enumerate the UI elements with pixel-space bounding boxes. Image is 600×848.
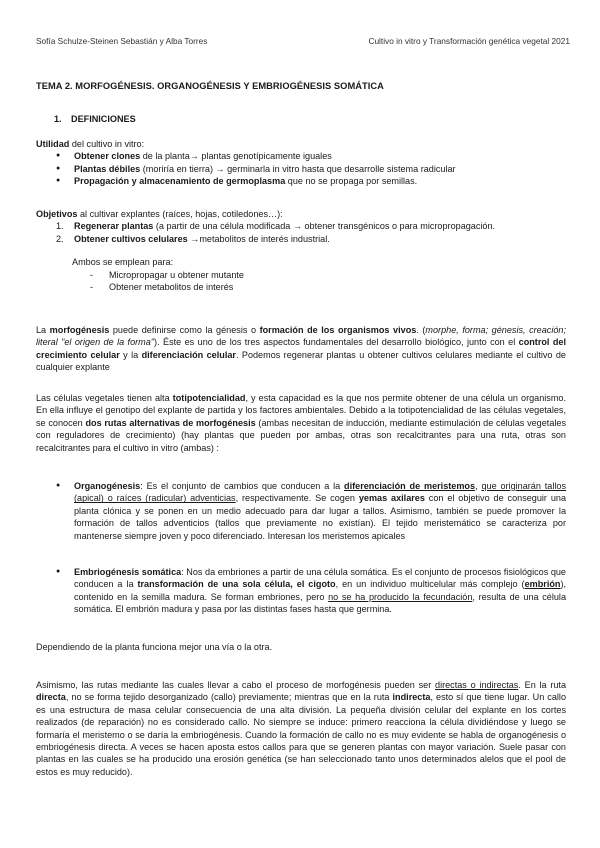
text: . Podemos regenerar plantas u obtener cultivos celulares mediante el cultivo de cualquier explante [36, 349, 566, 373]
list-item [36, 175, 566, 187]
text: puede definirse como la génesis o [109, 325, 260, 335]
text: y la [119, 349, 142, 360]
list-item: - Obtener metabolitos de interés [36, 281, 566, 293]
morfogenesis-paragraph [36, 324, 566, 374]
section-label: DEFINICIONES [71, 114, 136, 124]
bold-text: Embriogénesis somática [74, 567, 182, 577]
bullet-icon: ● [56, 482, 61, 489]
organogenesis-bullet [36, 480, 566, 542]
section-heading [54, 113, 584, 125]
bullet-icon: ● [56, 568, 61, 575]
text: , y esta capacidad es la que nos permite obtener de una célula un organismo. En ella influye el genotipo del explante de partida y los factores ambientales. Debido a la totipotencialidad de las células vegetales, se conocen [36, 393, 567, 428]
objetivos-list [36, 220, 566, 245]
header-course: Cultivo in vitro y Transformación genética vegetal 2021 [368, 36, 570, 46]
bold-underline-text: embrión [524, 579, 561, 590]
text: . En la ruta [518, 680, 566, 690]
text: La [36, 325, 50, 335]
list-item [36, 163, 566, 175]
bold-text: formación de los organismos vivos [259, 325, 417, 335]
text: (ambas necesitan de inducción, mediante estimulación de células vegetales con reguladores de crecimiento) (hay plantas que pueden por ambas, otras son recalcitrantes para una ruta, otras son recalcitrantes para el cultivo in vitro (ambas) : [36, 417, 566, 453]
text: con el objetivo de conseguir una planta clónica y se ponen en un medio adecuado para dar lugar a tallos. Asimismo, también se puede promover la formación de tallos adventicios (tallos que previamente no existían). El tejido meristemático se caracteriza por mantenerse siempre joven y poco diferenciado. Interesan los meristemos apicales [74, 493, 567, 541]
text: : Nos da embriones a partir de una célula somática. Es el conjunto de procesos fisiológicos que conducen a la [74, 567, 566, 590]
bold-text: Organogénesis [74, 481, 141, 491]
bold-underline-text: diferenciación de meristemos [344, 481, 476, 491]
bold-text: control del crecimiento celular [36, 337, 567, 360]
item-text: de la planta→ plantas genotípicamente iguales [140, 151, 332, 162]
text: ). Éste es uno de los tres aspectos fundamentales del desarrollo biológico, junto con el [154, 337, 519, 348]
bold-text: dos rutas alternativas de morfogénesis [85, 417, 256, 428]
text: , [475, 481, 482, 491]
item-text: que no se propaga por semillas. [285, 176, 418, 187]
utilidad-lead-bold: Utilidad [36, 139, 70, 149]
bold-text: directa [36, 692, 66, 703]
rutas-paragraph [36, 679, 566, 778]
ambos-text: Ambos se emplean para: [72, 257, 174, 268]
text: Las células vegetales tienen alta [36, 393, 173, 403]
item-bold: Regenerar plantas [74, 221, 154, 232]
bold-text: indirecta [392, 692, 431, 703]
text: , resulta de una célula somática. El embrión madura y pasa por las distintas fases hasta que germina. [74, 591, 566, 615]
organogenesis-text [36, 480, 566, 542]
bold-text: transformación de una sola célula, el cigoto [137, 579, 336, 590]
utilidad-lead [36, 138, 566, 150]
depende-paragraph: Dependiendo de la planta funciona mejor una vía o la otra. [36, 642, 273, 652]
section-number: 1. [54, 114, 62, 124]
bold-text: yemas axilares [358, 493, 425, 504]
text: ), contenido en la semilla madura. Se forman embriones, pero [74, 579, 567, 602]
page-title: TEMA 2. MORFOGÉNESIS. ORGANOGÉNESIS Y EMBRIOGÉNESIS SOMÁTICA [36, 81, 384, 91]
objetivos-block [36, 208, 566, 293]
list-item [36, 150, 566, 162]
item-bold: Plantas débiles [74, 163, 141, 174]
italic-text: morphe, forma; génesis, creación; literal "el origen de la forma" [36, 325, 566, 348]
ambos-list [36, 269, 566, 294]
utilidad-list [36, 150, 566, 187]
list-item [36, 233, 566, 245]
text: , no se forma tejido desorganizado (callo) previamente; mientras que en la ruta [65, 692, 393, 703]
objetivos-lead-text: al cultivar explantes (raíces, hojas, cotiledones…): [77, 209, 283, 219]
list-item [36, 220, 566, 232]
text: , respectivamente. Se cogen [235, 493, 359, 504]
utilidad-block [36, 138, 566, 188]
text: : Es el conjunto de cambios que conducen a la [140, 481, 345, 491]
text: , en un individuo multicelular más complejo ( [335, 579, 525, 590]
header-authors: Sofía Schulze-Steinen Sebastián y Alba Torres [36, 36, 208, 46]
item-text: (moriría en tierra) → germinarla in vitro hasta que desarrolle sistema radicular [140, 163, 456, 174]
totipotencialidad-paragraph [36, 392, 566, 454]
item-text: →metabolitos de interés industrial. [187, 233, 330, 244]
bold-text: diferenciación celular [141, 349, 236, 360]
bold-text: totipotencialidad [172, 393, 246, 403]
item-number: 2. [56, 233, 64, 244]
item-bold: Obtener clones [74, 151, 141, 162]
utilidad-lead-text: del cultivo in vitro: [69, 139, 145, 149]
underline-text: que originarán tallos (apical) o raíces (radicular) adventicias [74, 481, 566, 504]
text: . ( [416, 325, 426, 335]
item-text: (a partir de una célula modificada → obtener transgénicos o para micropropagación. [153, 221, 496, 232]
item-bold: Obtener cultivos celulares [74, 233, 188, 244]
embriogenesis-text [36, 566, 566, 616]
text: Asimismo, las rutas mediante las cuales llevar a cabo el proceso de morfogénesis pueden ser [36, 680, 436, 690]
item-number: 1. [56, 221, 64, 232]
objetivos-lead [36, 208, 566, 220]
item-bold: Propagación y almacenamiento de germoplasma [74, 176, 286, 187]
list-item: - Micropropagar u obtener mutante [36, 269, 566, 281]
objetivos-lead-bold: Objetivos [36, 209, 78, 219]
underline-text: no se ha producido la fecundación [328, 591, 473, 602]
underline-text: directas o indirectas [435, 680, 519, 690]
text: , esto sí que tiene lugar. Un callo es una estructura de masa celular consecuencia de una alta división. La pequeña división celular del explante en los cortes realizados (de reparación) no es considerado callo. No siempre se induce: primero reacciona la célula dividiéndose y luego se formaría el meristemo o se daría la embriogénesis. Cuando la formación de callo no es muy evidente se habla de organogénesis o embriogénesis directa. A veces se hacen aposta estos callos para que se generen plantas con mayor variación. Suele pasar con plantas en las cuales se ha producido una erosión genética (se han seleccionado tanto unos determinados alelos que el pool de estos es muy reducido). [36, 692, 566, 777]
bold-text: morfogénesis [49, 325, 110, 335]
embriogenesis-bullet [36, 566, 566, 616]
